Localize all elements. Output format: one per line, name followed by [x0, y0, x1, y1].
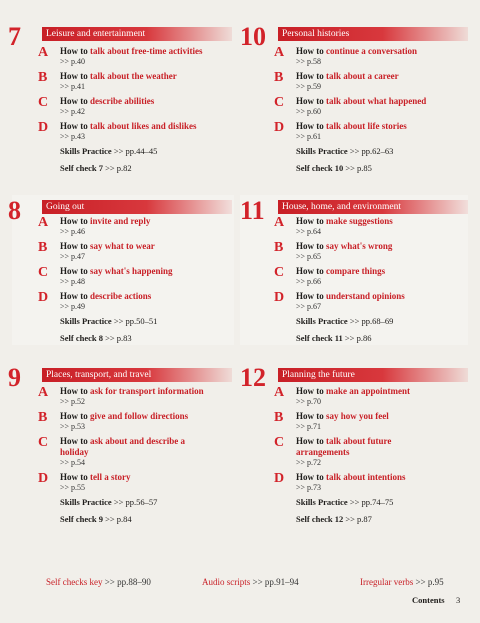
lesson-letter: D [38, 290, 49, 305]
unit-number: 10 [240, 22, 266, 51]
lesson-item[interactable] [270, 121, 475, 142]
lesson-item[interactable] [270, 241, 475, 262]
skills-label: Skills Practice [296, 497, 348, 507]
self-check-item[interactable] [270, 163, 475, 174]
lesson-prefix: How to [60, 96, 90, 106]
self-check-item[interactable] [270, 514, 475, 525]
lesson-item[interactable] [270, 436, 475, 468]
lesson-item[interactable] [270, 266, 475, 287]
lesson-page-ref: >> p.71 [296, 422, 322, 431]
lesson-page-ref: >> p.54 [60, 458, 86, 467]
lesson-letter: A [274, 385, 285, 400]
lesson-letter: C [274, 435, 285, 450]
lesson-title [60, 266, 234, 277]
lesson-page-ref: >> p.67 [296, 302, 322, 311]
skills-practice-item[interactable] [34, 316, 234, 327]
lesson-topic: understand opinions [326, 291, 405, 301]
lesson-title [296, 291, 475, 302]
lesson-title [296, 241, 475, 252]
lesson-title [60, 472, 239, 483]
lesson-page-ref: >> p.70 [296, 397, 322, 406]
selfcheck-ref: >> p.83 [105, 333, 132, 343]
lesson-prefix: How to [60, 291, 90, 301]
lesson-item[interactable] [270, 216, 475, 237]
lesson-page-ref: >> p.46 [60, 227, 86, 236]
lesson-title [296, 121, 475, 132]
lesson-item[interactable] [34, 291, 234, 312]
lesson-prefix: How to [296, 472, 326, 482]
lesson-prefix: How to [60, 46, 90, 56]
lesson-prefix: How to [296, 241, 326, 251]
unit-number: 12 [240, 363, 266, 392]
lesson-title [60, 411, 239, 422]
selfchecks-key-link[interactable] [46, 577, 151, 587]
self-check-item[interactable] [34, 333, 234, 344]
lesson-item[interactable] [34, 411, 239, 432]
lesson-prefix: How to [296, 46, 326, 56]
lesson-item[interactable] [270, 291, 475, 312]
lesson-prefix: How to [296, 96, 326, 106]
lesson-item[interactable] [270, 71, 475, 92]
lesson-page-ref: >> p.48 [60, 277, 86, 286]
skills-ref: >> pp.44–45 [113, 146, 158, 156]
lesson-title [296, 386, 475, 397]
lesson-topic: make suggestions [326, 216, 393, 226]
lesson-page-ref: >> p.42 [60, 107, 86, 116]
selfcheck-label: Self check 10 [296, 163, 344, 173]
unit-number: 9 [8, 363, 21, 392]
lesson-letter: C [38, 435, 49, 450]
selfcheck-label: Self check 9 [60, 514, 103, 524]
lesson-item[interactable] [34, 266, 234, 287]
lesson-page-ref: >> p.66 [296, 277, 322, 286]
lesson-letter: D [274, 120, 285, 135]
lesson-topic: talk about free-time activities [90, 46, 203, 56]
lesson-topic: talk about likes and dislikes [90, 121, 197, 131]
skills-label: Skills Practice [60, 316, 112, 326]
lesson-prefix: How to [296, 266, 326, 276]
lesson-title [60, 216, 234, 227]
lesson-topic: talk about the weather [90, 71, 177, 81]
lesson-title [60, 386, 239, 397]
lesson-page-ref: >> p.47 [60, 252, 86, 261]
lesson-title [296, 411, 475, 422]
lesson-prefix: How to [296, 291, 326, 301]
skills-label: Skills Practice [60, 146, 112, 156]
skills-ref: >> pp.50–51 [113, 316, 158, 326]
lesson-item[interactable] [34, 46, 234, 67]
unit-title-bar: Planning the future [278, 368, 468, 382]
lesson-prefix: How to [296, 436, 326, 446]
lesson-topic: continue a conversation [326, 46, 417, 56]
lesson-topic-cont: arrangements [296, 447, 350, 457]
lesson-page-ref: >> p.41 [60, 82, 86, 91]
lesson-topic: talk about a career [326, 71, 399, 81]
lesson-prefix: How to [296, 216, 326, 226]
skills-practice-item[interactable] [270, 497, 475, 508]
lesson-prefix: How to [60, 386, 90, 396]
lesson-title [296, 96, 475, 107]
audio-scripts-link[interactable] [202, 577, 299, 587]
lesson-item[interactable] [34, 216, 234, 237]
lesson-prefix: How to [296, 411, 326, 421]
selfcheck-ref: >> p.85 [345, 163, 372, 173]
lesson-topic: say what's wrong [326, 241, 393, 251]
lesson-item[interactable] [270, 411, 475, 432]
skills-ref: >> pp.62–63 [349, 146, 394, 156]
lesson-letter: D [274, 471, 285, 486]
lesson-prefix: How to [296, 71, 326, 81]
lesson-title [60, 121, 234, 132]
lesson-item[interactable] [34, 436, 239, 468]
lesson-letter: B [38, 70, 48, 85]
lesson-title [60, 241, 234, 252]
self-check-item[interactable] [34, 514, 239, 525]
page-number: 3 [456, 595, 461, 605]
skills-practice-item[interactable] [34, 497, 239, 508]
lesson-item[interactable] [34, 472, 239, 493]
lesson-list [34, 46, 234, 174]
lesson-letter: A [38, 45, 49, 60]
lesson-topic: talk about future [326, 436, 392, 446]
lesson-title [60, 96, 234, 107]
lesson-topic: ask about and describe a [90, 436, 186, 446]
lesson-letter: C [274, 265, 285, 280]
lesson-page-ref: >> p.72 [296, 458, 322, 467]
lesson-letter: B [274, 70, 284, 85]
lesson-prefix: How to [60, 436, 90, 446]
lesson-prefix: How to [60, 411, 90, 421]
lesson-page-ref: >> p.43 [60, 132, 86, 141]
unit-title-bar: Leisure and entertainment [42, 27, 232, 41]
self-check-item[interactable] [270, 333, 475, 344]
lesson-letter: D [274, 290, 285, 305]
lesson-page-ref: >> p.59 [296, 82, 322, 91]
lesson-item[interactable] [34, 121, 234, 142]
lesson-prefix: How to [60, 71, 90, 81]
lesson-list [34, 216, 234, 344]
lesson-list [270, 46, 475, 174]
lesson-title [296, 436, 475, 447]
lesson-item[interactable] [270, 46, 475, 67]
lesson-prefix: How to [60, 266, 90, 276]
skills-label: Skills Practice [60, 497, 112, 507]
irregular-verbs-link[interactable] [360, 577, 444, 587]
lesson-list [270, 216, 475, 344]
self-check-item[interactable] [34, 163, 234, 174]
unit-number: 7 [8, 22, 21, 51]
lesson-prefix: How to [60, 241, 90, 251]
lesson-item[interactable] [34, 241, 234, 262]
lesson-letter: B [274, 240, 284, 255]
lesson-topic: describe abilities [90, 96, 155, 106]
lesson-title [296, 216, 475, 227]
lesson-topic: give and follow directions [90, 411, 189, 421]
lesson-page-ref: >> p.49 [60, 302, 86, 311]
lesson-topic: talk about intentions [326, 472, 406, 482]
skills-practice-item[interactable] [34, 146, 234, 157]
lesson-title [60, 291, 234, 302]
lesson-item[interactable] [270, 96, 475, 117]
lesson-letter: B [274, 410, 284, 425]
selfcheck-label: Self check 8 [60, 333, 103, 343]
lesson-title [296, 472, 475, 483]
lesson-page-ref: >> p.52 [60, 397, 86, 406]
lesson-page-ref: >> p.58 [296, 57, 322, 66]
lesson-letter: A [274, 45, 285, 60]
lesson-title-line2 [296, 447, 475, 458]
skills-ref: >> pp.68–69 [349, 316, 394, 326]
skills-practice-item[interactable] [270, 146, 475, 157]
lesson-letter: A [274, 215, 285, 230]
lesson-topic: talk about life stories [326, 121, 407, 131]
skills-label: Skills Practice [296, 316, 348, 326]
selfcheck-ref: >> p.84 [105, 514, 132, 524]
lesson-item[interactable] [270, 386, 475, 407]
unit-number: 8 [8, 196, 21, 225]
lesson-page-ref: >> p.61 [296, 132, 322, 141]
lesson-letter: D [38, 120, 49, 135]
lesson-topic: ask for transport information [90, 386, 204, 396]
lesson-page-ref: >> p.55 [60, 483, 86, 492]
lesson-topic: say what's happening [90, 266, 173, 276]
lesson-title [60, 436, 239, 447]
lesson-page-ref: >> p.73 [296, 483, 322, 492]
unit-title-bar: Going out [42, 200, 232, 214]
lesson-item[interactable] [270, 472, 475, 493]
lesson-item[interactable] [34, 96, 234, 117]
unit-title-bar: Places, transport, and travel [42, 368, 232, 382]
lesson-topic: say how you feel [326, 411, 389, 421]
lesson-letter: C [38, 95, 49, 110]
unit-title-bar: House, home, and environment [278, 200, 468, 214]
lesson-prefix: How to [296, 386, 326, 396]
lesson-letter: A [38, 215, 49, 230]
skills-ref: >> pp.56–57 [113, 497, 158, 507]
lesson-topic: talk about what happened [326, 96, 427, 106]
lesson-page-ref: >> p.64 [296, 227, 322, 236]
lesson-prefix: How to [60, 121, 90, 131]
skills-label: Skills Practice [296, 146, 348, 156]
selfcheck-ref: >> p.82 [105, 163, 132, 173]
footer-label: Irregular verbs [360, 577, 414, 587]
lesson-topic: make an appointment [326, 386, 411, 396]
selfcheck-label: Self check 7 [60, 163, 103, 173]
lesson-prefix: How to [60, 472, 90, 482]
lesson-title [60, 71, 234, 82]
lesson-title [296, 46, 475, 57]
lesson-letter: D [38, 471, 49, 486]
lesson-item[interactable] [34, 386, 239, 407]
contents-label: Contents [412, 595, 445, 605]
lesson-topic-cont: holiday [60, 447, 89, 457]
lesson-letter: C [274, 95, 285, 110]
lesson-letter: A [38, 385, 49, 400]
skills-ref: >> pp.74–75 [349, 497, 394, 507]
lesson-letter: B [38, 410, 48, 425]
lesson-letter: B [38, 240, 48, 255]
lesson-topic: tell a story [90, 472, 131, 482]
lesson-page-ref: >> p.40 [60, 57, 86, 66]
selfcheck-label: Self check 11 [296, 333, 343, 343]
footer-label: Self checks key [46, 577, 103, 587]
lesson-letter: C [38, 265, 49, 280]
lesson-prefix: How to [60, 216, 90, 226]
lesson-topic: compare things [326, 266, 386, 276]
lesson-title [296, 266, 475, 277]
lesson-list [34, 386, 239, 525]
footer-ref: >> pp.88–90 [104, 577, 151, 587]
lesson-page-ref: >> p.65 [296, 252, 322, 261]
lesson-page-ref: >> p.60 [296, 107, 322, 116]
lesson-prefix: How to [296, 121, 326, 131]
lesson-topic: invite and reply [90, 216, 151, 226]
selfcheck-label: Self check 12 [296, 514, 344, 524]
lesson-item[interactable] [34, 71, 234, 92]
lesson-title [296, 71, 475, 82]
selfcheck-ref: >> p.86 [344, 333, 372, 343]
lesson-topic: describe actions [90, 291, 152, 301]
selfcheck-ref: >> p.87 [345, 514, 372, 524]
lesson-topic: say what to wear [90, 241, 155, 251]
lesson-list [270, 386, 475, 525]
lesson-page-ref: >> p.53 [60, 422, 86, 431]
footer-ref: >> p.95 [415, 577, 444, 587]
lesson-title-line2 [60, 447, 239, 458]
unit-number: 11 [240, 196, 265, 225]
footer-ref: >> pp.91–94 [252, 577, 299, 587]
unit-title-bar: Personal histories [278, 27, 468, 41]
footer-label: Audio scripts [202, 577, 251, 587]
skills-practice-item[interactable] [270, 316, 475, 327]
lesson-title [60, 46, 234, 57]
